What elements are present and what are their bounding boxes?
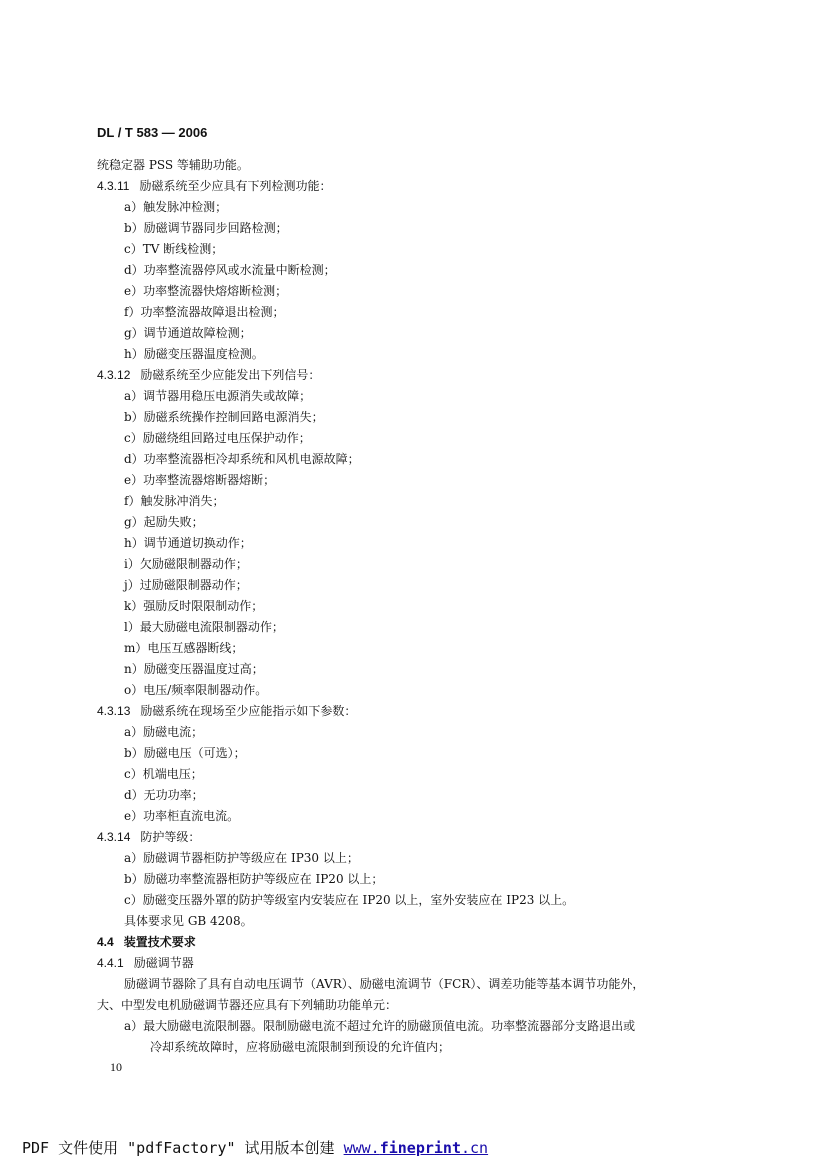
pdf-footer (22, 1137, 488, 1158)
section-heading-4-3-13 (97, 703, 356, 719)
list-item: m）电压互感器断线； (124, 641, 244, 655)
section-number: 4.3.11 (97, 179, 130, 193)
list-item: e）功率柜直流电流。 (124, 809, 240, 823)
list-item: a）调节器用稳压电源消失或故障； (124, 389, 312, 403)
section-title: 励磁系统至少应具有下列检测功能： (139, 179, 332, 193)
footer-link-post: .cn (461, 1139, 489, 1157)
list-item: f）功率整流器故障退出检测； (124, 305, 285, 319)
list-item: a）励磁电流； (124, 725, 204, 739)
list-item: k）强励反时限限制动作； (124, 599, 264, 613)
note-text: 具体要求见 GB 4208。 (124, 914, 253, 928)
section-heading-4-3-11 (97, 178, 332, 194)
section-title: 励磁系统至少应能发出下列信号： (140, 368, 321, 382)
section-number: 4.3.12 (97, 368, 131, 382)
section-heading-4-3-12 (97, 367, 320, 383)
footer-link-bold: fineprint (379, 1139, 461, 1157)
list-item: e）功率整流器熔断器熔断； (124, 473, 276, 487)
section-heading-4-3-14 (97, 829, 200, 845)
section-number: 4.4.1 (97, 956, 124, 970)
list-item: d）无功功率； (124, 788, 204, 802)
list-item: g）调节通道故障检测； (124, 326, 252, 340)
section-title: 装置技术要求 (123, 935, 196, 949)
footer-link[interactable] (344, 1139, 489, 1157)
paragraph-line: 励磁调节器除了具有自动电压调节（AVR）、励磁电流调节（FCR）、调差功能等基本调节功能外， (124, 977, 645, 991)
list-item: d）功率整流器停风或水流量中断检测； (124, 263, 336, 277)
list-item: g）起励失败； (124, 515, 204, 529)
document-header: DL / T 583 — 2006 (97, 125, 208, 140)
section-heading-4-4 (97, 934, 196, 950)
page-number: 10 (110, 1060, 122, 1074)
list-item: c）励磁变压器外罩的防护等级室内安装应在 IP20 以上，室外安装应在 IP23 以上。 (124, 893, 575, 907)
intro-line: 统稳定器 PSS 等辅助功能。 (97, 158, 249, 172)
list-item: h）调节通道切换动作； (124, 536, 252, 550)
list-item: f）触发脉冲消失； (124, 494, 225, 508)
list-item: b）励磁电压（可选）； (124, 746, 246, 760)
section-title: 励磁系统在现场至少应能指示如下参数： (140, 704, 357, 718)
paragraph-line: 大、中型发电机励磁调节器还应具有下列辅助功能单元： (97, 998, 398, 1012)
list-item: c）TV 断线检测； (124, 242, 224, 256)
list-item: n）励磁变压器温度过高； (124, 662, 264, 676)
list-item: b）励磁调节器同步回路检测； (124, 221, 288, 235)
list-item: b）励磁系统操作控制回路电源消失； (124, 410, 324, 424)
section-heading-4-4-1 (97, 955, 194, 971)
list-item: b）励磁功率整流器柜防护等级应在 IP20 以上； (124, 872, 384, 886)
section-title: 励磁调节器 (133, 956, 194, 970)
list-item: i）欠励磁限制器动作； (124, 557, 248, 571)
section-number: 4.4 (97, 935, 114, 949)
list-item: d）功率整流器柜冷却系统和风机电源故障； (124, 452, 360, 466)
list-item: c）励磁绕组回路过电压保护动作； (124, 431, 311, 445)
list-item: h）励磁变压器温度检测。 (124, 347, 264, 361)
list-item: a）最大励磁电流限制器。限制励磁电流不超过允许的励磁顶值电流。功率整流器部分支路退出或 (124, 1019, 636, 1033)
section-title: 防护等级： (140, 830, 201, 844)
section-number: 4.3.14 (97, 830, 131, 844)
list-item: e）功率整流器快熔熔断检测； (124, 284, 288, 298)
list-item-continuation: 冷却系统故障时，应将励磁电流限制到预设的允许值内； (150, 1040, 451, 1054)
list-item: a）励磁调节器柜防护等级应在 IP30 以上； (124, 851, 359, 865)
list-item: c）机端电压； (124, 767, 203, 781)
section-number: 4.3.13 (97, 704, 131, 718)
list-item: a）触发脉冲检测； (124, 200, 228, 214)
list-item: l）最大励磁电流限制器动作； (124, 620, 284, 634)
list-item: o）电压/频率限制器动作。 (124, 683, 268, 697)
footer-text: PDF 文件使用 "pdfFactory" 试用版本创建 (22, 1139, 344, 1157)
list-item: j）过励磁限制器动作； (124, 578, 248, 592)
footer-link-pre: www. (343, 1139, 380, 1157)
